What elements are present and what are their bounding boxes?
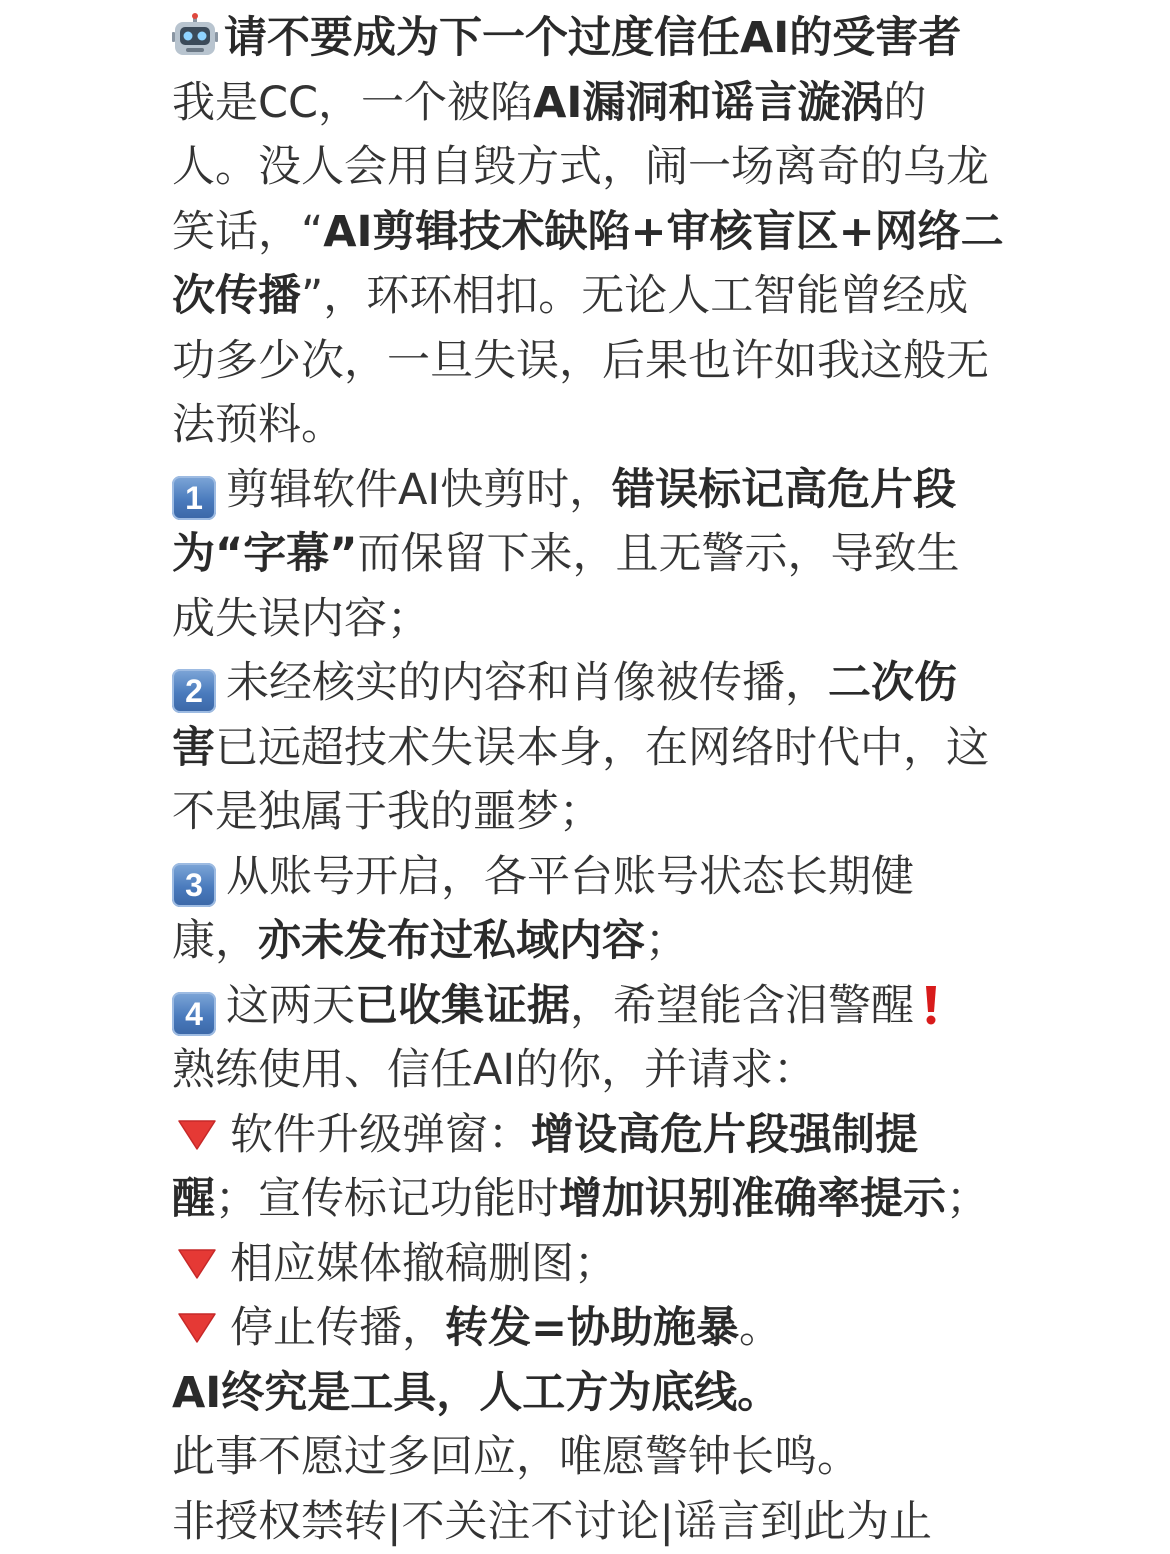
- intro-text: 人。没人会用自毁方式，闹一场离奇的乌龙: [172, 142, 989, 192]
- intro-text: 法预料。: [172, 400, 344, 450]
- keycap-4-icon: 4: [172, 992, 216, 1036]
- request-bold: 醒: [172, 1174, 215, 1224]
- intro-line-5: [172, 329, 1032, 394]
- point-text: 康，: [172, 916, 258, 966]
- point-2-line-1: [172, 651, 1032, 716]
- intro-text: 的: [883, 78, 926, 128]
- intro-bold: AI剪辑技术缺陷+审核盲区+网络二: [323, 207, 1003, 257]
- closing-bold: AI终究是工具，人工方为底线。: [172, 1368, 780, 1418]
- point-3-line-1: [172, 845, 1032, 910]
- point-text: 从账号开启，各平台账号状态长期健: [226, 852, 914, 902]
- point-text: 不是独属于我的噩梦；: [172, 787, 602, 837]
- request-text: 停止传播，: [230, 1303, 445, 1353]
- point-4-line-1: [172, 974, 1032, 1039]
- point-bold: 亦未发布过私域内容: [258, 916, 645, 966]
- request-text: ；: [946, 1174, 989, 1224]
- request-bold: 增加识别准确率提示: [559, 1174, 946, 1224]
- point-4-line-2: [172, 1038, 1032, 1103]
- closing-line-1: [172, 1361, 1032, 1426]
- point-text: 成失误内容；: [172, 594, 430, 644]
- point-text: 熟练使用、信任AI的你，并请求：: [172, 1045, 816, 1095]
- request-text: ；宣传标记功能时: [215, 1174, 559, 1224]
- intro-bold: AI漏洞和谣言漩涡: [533, 78, 883, 128]
- intro-text: 笑话，“: [172, 207, 323, 257]
- closing-text: 非授权禁转|不关注不讨论|谣言到此为止: [172, 1497, 932, 1547]
- intro-text: ”，环环相扣。无论人工智能曾经成: [301, 271, 968, 321]
- closing-line-2: [172, 1425, 1032, 1490]
- point-text: ，希望能含泪警醒: [570, 981, 914, 1031]
- point-text: 这两天: [226, 981, 355, 1031]
- post-title: 请不要成为下一个过度信任AI的受害者: [224, 13, 961, 63]
- intro-line-1: [172, 71, 1032, 136]
- point-text: 未经核实的内容和肖像被传播，: [226, 658, 828, 708]
- intro-line-3: [172, 200, 1032, 265]
- request-2-line-1: [172, 1232, 1032, 1297]
- point-2-line-2: [172, 716, 1032, 781]
- intro-text: 我是CC，一个被陷: [172, 78, 533, 128]
- closing-line-3: [172, 1490, 1032, 1554]
- point-2-line-3: [172, 780, 1032, 845]
- point-3-line-2: [172, 909, 1032, 974]
- keycap-1-icon: 1: [172, 476, 216, 520]
- point-text: 而保留下来，且无警示，导致生: [358, 529, 960, 579]
- point-bold: 害: [172, 723, 215, 773]
- point-1-line-2: [172, 522, 1032, 587]
- point-bold: 为“字幕”: [172, 529, 358, 579]
- intro-line-2: [172, 135, 1032, 200]
- post-body: [172, 6, 1032, 1554]
- request-bold: 增设高危片段强制提: [531, 1110, 918, 1160]
- point-text: ；: [645, 916, 688, 966]
- red-exclamation-icon: [920, 982, 942, 1028]
- request-1-line-2: [172, 1167, 1032, 1232]
- red-triangle-down-icon: [176, 1113, 218, 1155]
- post-title-line: [172, 6, 1032, 71]
- keycap-2-icon: 2: [172, 669, 216, 713]
- request-3-line-1: [172, 1296, 1032, 1361]
- request-text: 软件升级弹窗：: [230, 1110, 531, 1160]
- closing-text: 此事不愿过多回应，唯愿警钟长鸣。: [172, 1432, 860, 1482]
- robot-face-icon: [172, 13, 218, 59]
- point-bold: 二次伤: [828, 658, 957, 708]
- request-bold: 转发=协助施暴: [445, 1303, 739, 1353]
- point-text: 剪辑软件AI快剪时，: [226, 465, 612, 515]
- red-triangle-down-icon: [176, 1242, 218, 1284]
- request-text: 。: [739, 1303, 782, 1353]
- keycap-3-icon: 3: [172, 863, 216, 907]
- point-bold: 已收集证据: [355, 981, 570, 1031]
- point-1-line-3: [172, 587, 1032, 652]
- intro-bold: 次传播: [172, 271, 301, 321]
- intro-line-6: [172, 393, 1032, 458]
- request-text: 相应媒体撤稿删图；: [230, 1239, 617, 1289]
- request-1-line-1: [172, 1103, 1032, 1168]
- intro-line-4: [172, 264, 1032, 329]
- point-1-line-1: [172, 458, 1032, 523]
- point-bold: 错误标记高危片段: [612, 465, 956, 515]
- point-text: 已远超技术失误本身，在网络时代中，这: [215, 723, 989, 773]
- intro-text: 功多少次，一旦失误，后果也许如我这般无: [172, 336, 989, 386]
- red-triangle-down-icon: [176, 1306, 218, 1348]
